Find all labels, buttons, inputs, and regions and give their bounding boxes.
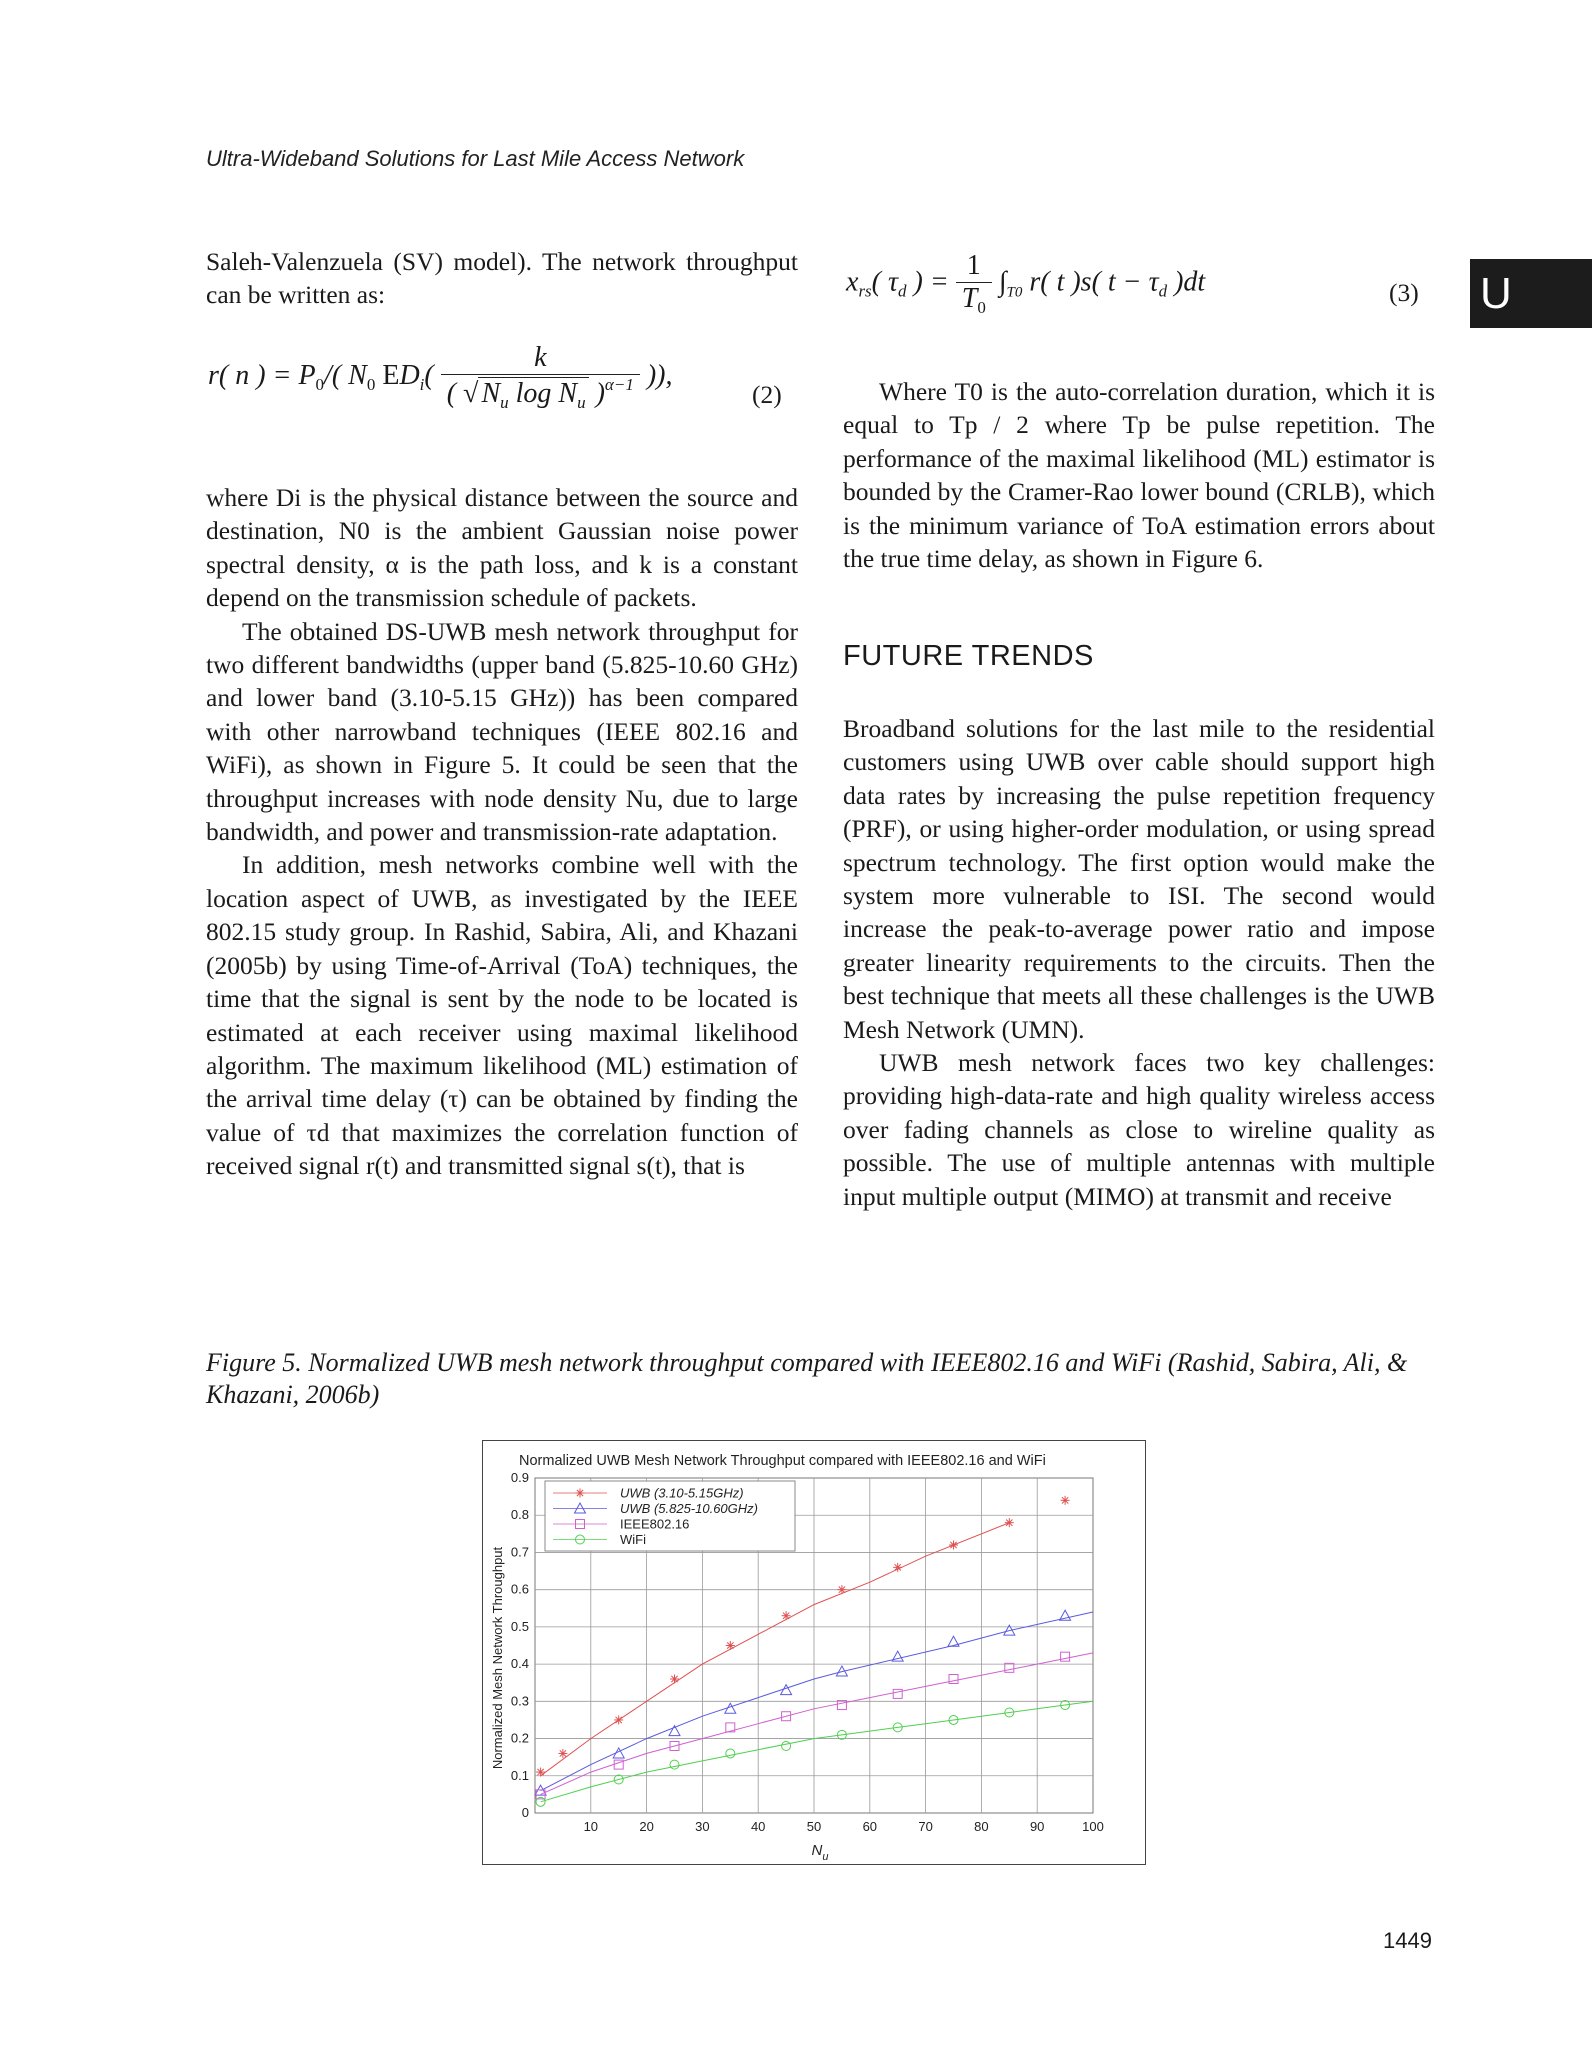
left-paragraph-2: The obtained DS-UWB mesh network throughput for two different bandwidths (upper band (5.825-10.60 GHz) and lower band (3.10-5.15 GHz)) has been compared with other narrowband techniques (IEEE 802.16 and WiFi), as shown in Figure 5. It could be seen that the throughput increases with node density Nu, due to large bandwidth, and power and transmission-rate adaptation. [206,616,798,847]
data-point-circle [782,1742,791,1751]
y-tick-label: 0.7 [510,1544,529,1560]
data-point-square [893,1689,902,1698]
y-tick-label: 0.9 [510,1470,529,1485]
data-point-square [949,1675,958,1684]
data-point-star [1005,1518,1014,1527]
x-axis-label [812,1842,829,1863]
x-tick-label: 50 [806,1819,822,1834]
y-tick-label: 0 [521,1805,529,1820]
equation-2: r( n ) = $P_0/$( $N_0$ $ED_i$( $\frac{k}{( √ N_u \log N_u )^{\alpha-1}}$ )), [208,342,673,412]
left-paragraph-3: In addition, mesh networks combine well with the location aspect of UWB, as investigated by the IEEE 802.15 study group. In Rashid, Sabira, Ali, and Khazani (2005b) by using Time-of-Arrival (ToA) techniques, the time that the signal is sent by the node to be located is estimated at each receiver using maximal likelihood algorithm. The maximum likelihood (ML) estimation of the arrival time delay (τ) can be obtained by finding the value of τd that maximizes the correlation function of received signal r(t) and transmitted signal s(t), that is [206,850,798,1181]
data-point-star [782,1611,791,1620]
left-column-intro [206,245,798,312]
right-paragraph-3: UWB mesh network faces two key challenges: providing high-data-rate and high quality wireless access over fading channels as close to wireline quality as possible. The use of multiple antennas with multiple input multiple output (MIMO) at transmit and receive [843,1048,1435,1211]
right-column-body [843,712,1435,1213]
figure-5-chart [482,1440,1146,1865]
intro-paragraph: Saleh-Valenzuela (SV) model). The network throughput can be written as: [206,247,798,310]
data-point-circle [726,1749,735,1758]
data-point-star [837,1585,846,1594]
data-point-square [1061,1652,1070,1661]
right-paragraph-1: Where T0 is the auto-correlation duration, which it is equal to Tp / 2 where Tp be pulse repetition. The performance of the maximal likelihood (ML) estimator is bounded by the Cramer-Rao lower bound (CRLB), which is the minimum variance of ToA estimation errors about the true time delay, as shown in Figure 6. [843,377,1435,574]
x-tick-label: 100 [1082,1819,1104,1834]
right-column-top [843,375,1435,575]
data-point-square [837,1701,846,1710]
legend-label: IEEE802.16 [620,1516,690,1532]
x-axis-label-main: N [811,1842,823,1859]
y-axis-label: Normalized Mesh Network Throughput [490,1546,505,1770]
data-point-star [1061,1496,1070,1505]
equation-2-label: (2) [752,380,782,409]
y-tick-label: 0.8 [510,1507,529,1523]
x-axis-label-sub: u [822,1851,829,1863]
legend-label: UWB (5.825-10.60GHz) [620,1501,758,1516]
page-number: 1449 [1383,1928,1432,1953]
y-tick-label: 0.1 [510,1767,529,1783]
chart-title: Normalized UWB Mesh Network Throughput compared with IEEE802.16 and WiFi [519,1453,1046,1469]
section-heading-future-trends: FUTURE TRENDS [843,640,1094,672]
x-tick-label: 60 [862,1819,878,1834]
legend-label: WiFi [620,1532,646,1547]
series-2 [536,1652,1093,1799]
data-point-star [536,1768,545,1777]
data-point-circle [670,1760,679,1769]
data-point-star [670,1675,679,1684]
x-tick-label: 80 [974,1819,989,1834]
y-tick-label: 0.6 [510,1581,529,1597]
x-tick-label: 90 [1029,1819,1045,1834]
running-head: Ultra-Wideband Solutions for Last Mile Access Network [206,146,745,171]
y-tick-label: 0.2 [510,1730,529,1746]
y-tick-label: 0.5 [510,1618,529,1634]
data-point-star [726,1641,735,1650]
section-tab-marker: U [1470,259,1592,328]
data-point-star [949,1541,958,1550]
x-tick-label: 10 [583,1819,599,1834]
series-3 [536,1701,1093,1807]
x-tick-label: 70 [918,1819,933,1834]
y-tick-label: 0.4 [510,1656,529,1672]
x-tick-label: 20 [639,1819,654,1834]
y-tick-label: 0.3 [510,1693,529,1709]
left-column-body [206,481,798,1183]
data-point-square [1005,1663,1014,1672]
right-paragraph-2: Broadband solutions for the last mile to the residential customers using UWB over cable should support high data rates by increasing the pulse repetition frequency (PRF), or using higher-order modulation, or using spread spectrum technology. The first option would make the system more vulnerable to ISI. The second would increase the peak-to-average power ratio and impose greater linearity requirements to the circuits. Then the best technique that meets all these challenges is the UWB Mesh Network (UMN). [843,714,1435,1044]
data-point-star [614,1715,623,1724]
series-fit-line [541,1653,1093,1795]
equation-3-label: (3) [1389,278,1419,307]
equation-3: $x_{rs}$( $\tau_d$ ) = $\frac{1}{T_0}$ $\int_{T0}$ r( t )s( $t - \tau_d$ )dt [846,250,1206,317]
legend-label: UWB (3.10-5.15GHz) [620,1485,744,1501]
chart-svg [483,1441,1145,1864]
left-paragraph-1: where Di is the physical distance between the source and destination, N0 is the ambient Gaussian noise power spectral density, α is the path loss, and k is a constant depend on the transmission schedule of packets. [206,483,798,613]
x-tick-label: 40 [750,1819,766,1834]
x-tick-label: 30 [695,1819,710,1834]
chart-legend [545,1481,795,1551]
figure-caption: Figure 5. Normalized UWB mesh network throughput compared with IEEE802.16 and WiFi (Rashid, Sabira, Ali, & Khazani, 2006b) [206,1348,1408,1409]
